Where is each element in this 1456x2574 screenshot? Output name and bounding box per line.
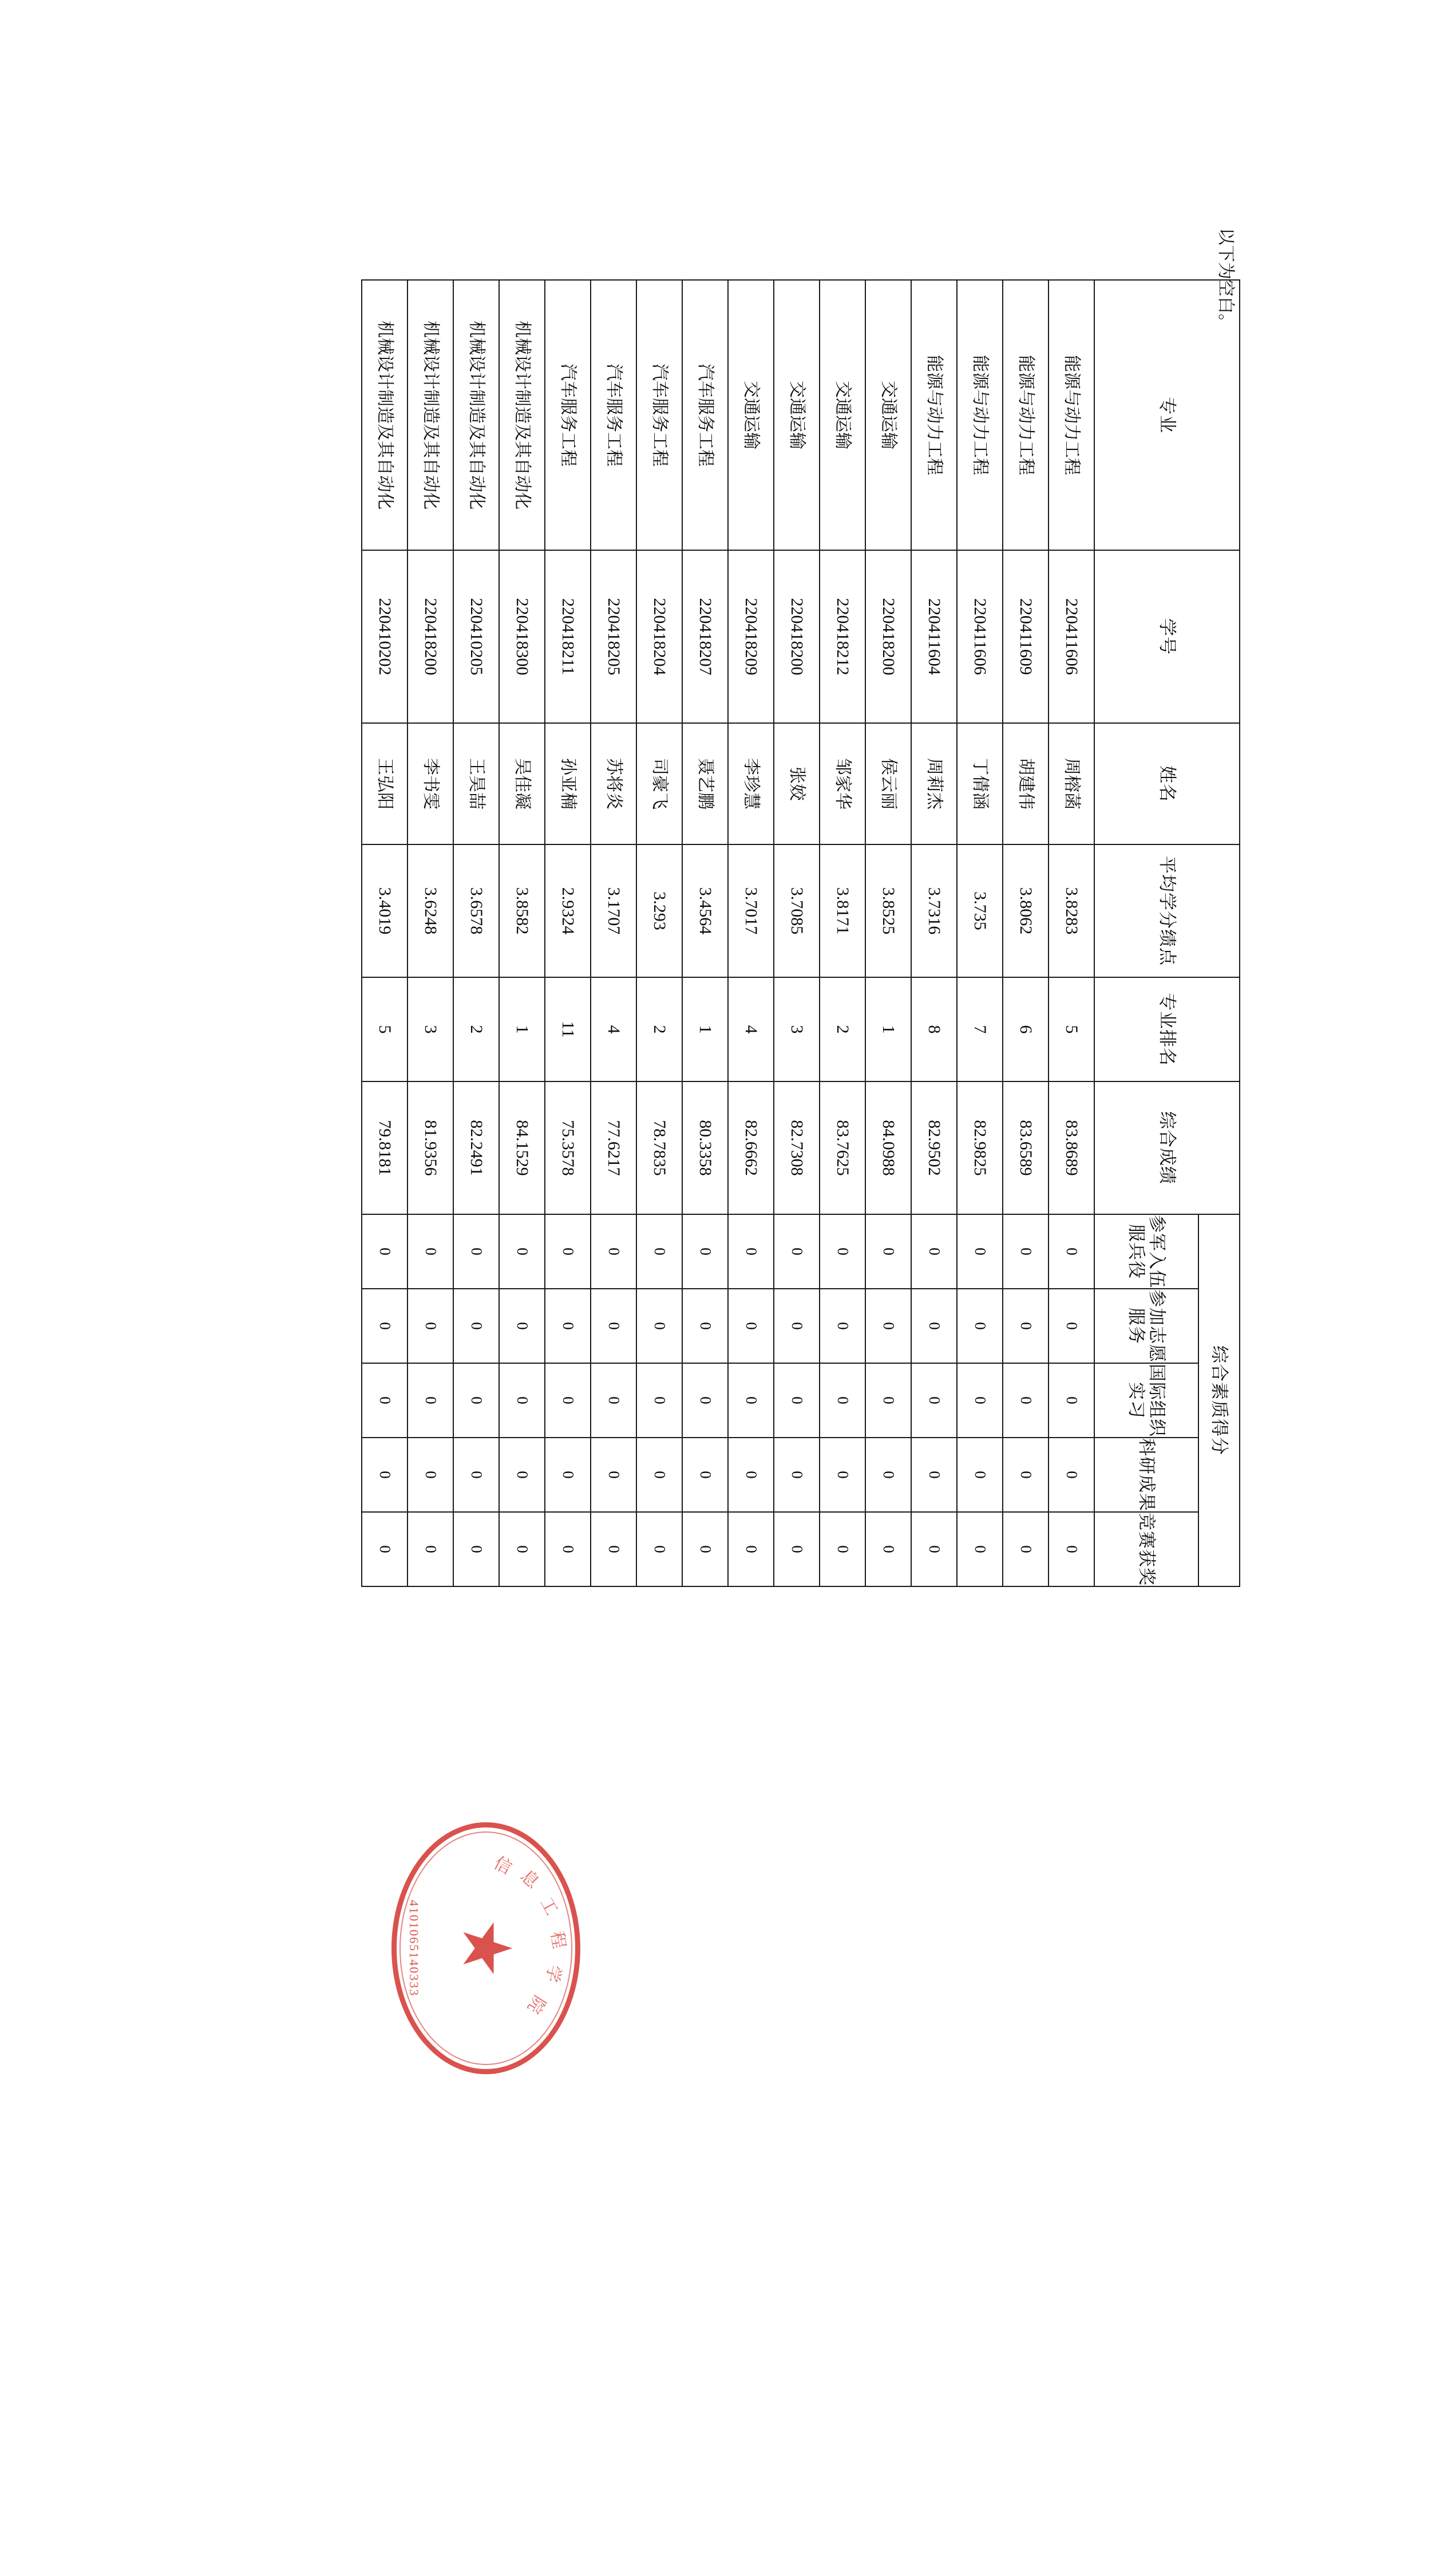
cell-sub-internship: 0 xyxy=(682,1363,728,1438)
cell-rank: 1 xyxy=(499,977,545,1081)
cell-name: 周榕菡 xyxy=(1049,723,1094,844)
table-row xyxy=(728,280,774,1586)
cell-total: 78.7835 xyxy=(636,1081,682,1214)
cell-total: 79.8181 xyxy=(362,1081,407,1214)
cell-sub-internship: 0 xyxy=(499,1363,545,1438)
cell-sub-research: 0 xyxy=(636,1438,682,1512)
cell-sub-military: 0 xyxy=(499,1214,545,1289)
header-major: 专业 xyxy=(1094,280,1240,550)
cell-student-id: 220418300 xyxy=(499,550,545,723)
header-name: 姓名 xyxy=(1094,723,1240,844)
cell-sub-volunteer: 0 xyxy=(957,1289,1003,1363)
cell-name: 孙亚楠 xyxy=(545,723,591,844)
cell-sub-volunteer: 0 xyxy=(911,1289,957,1363)
cell-sub-military: 0 xyxy=(728,1214,774,1289)
cell-sub-competition: 0 xyxy=(1003,1512,1049,1586)
cell-sub-volunteer: 0 xyxy=(865,1289,911,1363)
cell-sub-competition: 0 xyxy=(957,1512,1003,1586)
cell-sub-research: 0 xyxy=(545,1438,591,1512)
cell-rank: 4 xyxy=(591,977,636,1081)
cell-major: 交通运输 xyxy=(820,280,865,550)
cell-gpa: 3.6248 xyxy=(407,844,453,977)
cell-student-id: 220418200 xyxy=(865,550,911,723)
cell-sub-research: 0 xyxy=(407,1438,453,1512)
cell-name: 吴佳凝 xyxy=(499,723,545,844)
cell-gpa: 3.6578 xyxy=(453,844,499,977)
cell-major: 机械设计制造及其自动化 xyxy=(407,280,453,550)
cell-total: 82.6662 xyxy=(728,1081,774,1214)
cell-sub-internship: 0 xyxy=(591,1363,636,1438)
cell-sub-volunteer: 0 xyxy=(499,1289,545,1363)
cell-sub-competition: 0 xyxy=(407,1512,453,1586)
cell-rank: 2 xyxy=(453,977,499,1081)
cell-sub-internship: 0 xyxy=(636,1363,682,1438)
table-row xyxy=(774,280,820,1586)
cell-sub-volunteer: 0 xyxy=(636,1289,682,1363)
header-sub-competition: 竞赛获奖 xyxy=(1094,1512,1198,1586)
seal-inner-ring xyxy=(399,1831,572,2065)
cell-sub-military: 0 xyxy=(545,1214,591,1289)
cell-name: 聂艺鹏 xyxy=(682,723,728,844)
cell-sub-research: 0 xyxy=(957,1438,1003,1512)
cell-sub-competition: 0 xyxy=(728,1512,774,1586)
cell-sub-internship: 0 xyxy=(1003,1363,1049,1438)
table-row xyxy=(820,280,865,1586)
cell-student-id: 220418212 xyxy=(820,550,865,723)
cell-sub-competition: 0 xyxy=(453,1512,499,1586)
cell-sub-internship: 0 xyxy=(362,1363,407,1438)
header-gpa: 平均学分绩点 xyxy=(1094,844,1240,977)
cell-major: 能源与动力工程 xyxy=(1049,280,1094,550)
cell-major: 汽车服务工程 xyxy=(636,280,682,550)
cell-sub-volunteer: 0 xyxy=(1049,1289,1094,1363)
table-row xyxy=(957,280,1003,1586)
star-icon: ★ xyxy=(449,1918,524,1979)
cell-gpa: 3.735 xyxy=(957,844,1003,977)
cell-sub-research: 0 xyxy=(682,1438,728,1512)
cell-major: 机械设计制造及其自动化 xyxy=(362,280,407,550)
cell-sub-internship: 0 xyxy=(911,1363,957,1438)
cell-total: 84.1529 xyxy=(499,1081,545,1214)
table-row xyxy=(1049,280,1094,1586)
cell-sub-military: 0 xyxy=(911,1214,957,1289)
cell-gpa: 3.8582 xyxy=(499,844,545,977)
cell-sub-volunteer: 0 xyxy=(545,1289,591,1363)
cell-rank: 2 xyxy=(636,977,682,1081)
cell-sub-research: 0 xyxy=(911,1438,957,1512)
cell-sub-research: 0 xyxy=(499,1438,545,1512)
cell-sub-research: 0 xyxy=(820,1438,865,1512)
cell-gpa: 3.8171 xyxy=(820,844,865,977)
cell-student-id: 220411606 xyxy=(1049,550,1094,723)
header-quality-group: 综合素质得分 xyxy=(1198,1214,1240,1586)
cell-total: 83.6589 xyxy=(1003,1081,1049,1214)
cell-sub-volunteer: 0 xyxy=(453,1289,499,1363)
cell-student-id: 220411606 xyxy=(957,550,1003,723)
cell-sub-competition: 0 xyxy=(636,1512,682,1586)
cell-name: 丁倩涵 xyxy=(957,723,1003,844)
cell-gpa: 3.4019 xyxy=(362,844,407,977)
cell-major: 能源与动力工程 xyxy=(911,280,957,550)
cell-sub-internship: 0 xyxy=(865,1363,911,1438)
cell-sub-internship: 0 xyxy=(1049,1363,1094,1438)
cell-total: 83.7625 xyxy=(820,1081,865,1214)
cell-gpa: 3.7017 xyxy=(728,844,774,977)
cell-sub-competition: 0 xyxy=(499,1512,545,1586)
cell-sub-internship: 0 xyxy=(407,1363,453,1438)
cell-student-id: 220410205 xyxy=(453,550,499,723)
cell-sub-military: 0 xyxy=(1003,1214,1049,1289)
cell-name: 侯云丽 xyxy=(865,723,911,844)
header-sub-international-internship: 国际组织实习 xyxy=(1094,1363,1198,1438)
cell-name: 张姣 xyxy=(774,723,820,844)
seal-outer-ring xyxy=(391,1822,580,2074)
cell-rank: 7 xyxy=(957,977,1003,1081)
cell-sub-volunteer: 0 xyxy=(820,1289,865,1363)
cell-sub-competition: 0 xyxy=(911,1512,957,1586)
table-row xyxy=(453,280,499,1586)
table-row xyxy=(682,280,728,1586)
footer-note: 以下为空白。 xyxy=(1216,228,1235,331)
table-row xyxy=(545,280,591,1586)
cell-name: 王昊喆 xyxy=(453,723,499,844)
cell-rank: 4 xyxy=(728,977,774,1081)
cell-sub-military: 0 xyxy=(407,1214,453,1289)
header-total-score: 综合成绩 xyxy=(1094,1081,1240,1214)
cell-gpa: 3.8283 xyxy=(1049,844,1094,977)
cell-gpa: 3.4564 xyxy=(682,844,728,977)
cell-total: 83.8689 xyxy=(1049,1081,1094,1214)
cell-student-id: 220411609 xyxy=(1003,550,1049,723)
cell-sub-research: 0 xyxy=(591,1438,636,1512)
cell-total: 77.6217 xyxy=(591,1081,636,1214)
cell-major: 交通运输 xyxy=(865,280,911,550)
cell-total: 82.9825 xyxy=(957,1081,1003,1214)
cell-name: 李书雯 xyxy=(407,723,453,844)
cell-sub-volunteer: 0 xyxy=(682,1289,728,1363)
cell-rank: 1 xyxy=(682,977,728,1081)
cell-sub-volunteer: 0 xyxy=(407,1289,453,1363)
header-student-id: 学号 xyxy=(1094,550,1240,723)
cell-sub-internship: 0 xyxy=(774,1363,820,1438)
cell-name: 苏将炎 xyxy=(591,723,636,844)
cell-name: 司豪飞 xyxy=(636,723,682,844)
table-row xyxy=(362,280,407,1586)
header-sub-military: 参军入伍服兵役 xyxy=(1094,1214,1198,1289)
cell-student-id: 220411604 xyxy=(911,550,957,723)
table-header-row-1 xyxy=(1198,280,1240,1586)
cell-name: 王弘阳 xyxy=(362,723,407,844)
cell-sub-research: 0 xyxy=(865,1438,911,1512)
table-row xyxy=(407,280,453,1586)
document-sheet xyxy=(98,142,1358,2432)
cell-major: 能源与动力工程 xyxy=(1003,280,1049,550)
cell-name: 李珍慧 xyxy=(728,723,774,844)
seal-bottom-code: 4101065140333 xyxy=(407,1900,421,1997)
header-sub-volunteer: 参加志愿服务 xyxy=(1094,1289,1198,1363)
cell-gpa: 3.7085 xyxy=(774,844,820,977)
cell-name: 周莉杰 xyxy=(911,723,957,844)
cell-rank: 5 xyxy=(1049,977,1094,1081)
cell-sub-internship: 0 xyxy=(453,1363,499,1438)
cell-sub-research: 0 xyxy=(453,1438,499,1512)
cell-student-id: 220418205 xyxy=(591,550,636,723)
table-row xyxy=(591,280,636,1586)
cell-sub-military: 0 xyxy=(591,1214,636,1289)
table-row xyxy=(1003,280,1049,1586)
cell-sub-volunteer: 0 xyxy=(774,1289,820,1363)
cell-major: 交通运输 xyxy=(774,280,820,550)
cell-rank: 3 xyxy=(774,977,820,1081)
cell-sub-competition: 0 xyxy=(774,1512,820,1586)
cell-major: 机械设计制造及其自动化 xyxy=(453,280,499,550)
cell-gpa: 3.7316 xyxy=(911,844,957,977)
cell-major: 能源与动力工程 xyxy=(957,280,1003,550)
cell-major: 汽车服务工程 xyxy=(545,280,591,550)
rotated-content-wrapper xyxy=(98,142,1358,2432)
cell-gpa: 2.9324 xyxy=(545,844,591,977)
cell-student-id: 220418209 xyxy=(728,550,774,723)
cell-major: 汽车服务工程 xyxy=(591,280,636,550)
header-sub-research: 科研成果 xyxy=(1094,1438,1198,1512)
cell-rank: 1 xyxy=(865,977,911,1081)
grade-table xyxy=(361,279,1240,1587)
seal-top-text: 信 息 工 程 学 院 xyxy=(490,1853,569,2017)
cell-total: 80.3358 xyxy=(682,1081,728,1214)
cell-major: 交通运输 xyxy=(728,280,774,550)
cell-total: 75.3578 xyxy=(545,1081,591,1214)
cell-sub-military: 0 xyxy=(362,1214,407,1289)
cell-sub-military: 0 xyxy=(774,1214,820,1289)
cell-rank: 3 xyxy=(407,977,453,1081)
cell-gpa: 3.8525 xyxy=(865,844,911,977)
table-row xyxy=(911,280,957,1586)
cell-sub-competition: 0 xyxy=(682,1512,728,1586)
cell-rank: 5 xyxy=(362,977,407,1081)
cell-sub-competition: 0 xyxy=(362,1512,407,1586)
cell-rank: 2 xyxy=(820,977,865,1081)
cell-sub-competition: 0 xyxy=(865,1512,911,1586)
cell-total: 82.9502 xyxy=(911,1081,957,1214)
cell-sub-internship: 0 xyxy=(728,1363,774,1438)
cell-sub-competition: 0 xyxy=(1049,1512,1094,1586)
cell-sub-research: 0 xyxy=(1003,1438,1049,1512)
cell-gpa: 3.8062 xyxy=(1003,844,1049,977)
table-row xyxy=(636,280,682,1586)
cell-gpa: 3.1707 xyxy=(591,844,636,977)
header-major-rank: 专业排名 xyxy=(1094,977,1240,1081)
cell-student-id: 220418204 xyxy=(636,550,682,723)
cell-sub-internship: 0 xyxy=(957,1363,1003,1438)
cell-major: 汽车服务工程 xyxy=(682,280,728,550)
cell-sub-military: 0 xyxy=(957,1214,1003,1289)
cell-student-id: 220418211 xyxy=(545,550,591,723)
cell-sub-volunteer: 0 xyxy=(728,1289,774,1363)
cell-sub-military: 0 xyxy=(453,1214,499,1289)
cell-total: 81.9356 xyxy=(407,1081,453,1214)
cell-sub-research: 0 xyxy=(774,1438,820,1512)
cell-sub-research: 0 xyxy=(362,1438,407,1512)
table-body xyxy=(362,280,1094,1586)
cell-total: 82.2491 xyxy=(453,1081,499,1214)
table-row xyxy=(499,280,545,1586)
official-seal-stamp xyxy=(391,1822,580,2074)
cell-rank: 8 xyxy=(911,977,957,1081)
cell-sub-research: 0 xyxy=(1049,1438,1094,1512)
cell-name: 邹家华 xyxy=(820,723,865,844)
cell-sub-military: 0 xyxy=(636,1214,682,1289)
cell-sub-competition: 0 xyxy=(820,1512,865,1586)
cell-student-id: 220410202 xyxy=(362,550,407,723)
cell-sub-research: 0 xyxy=(728,1438,774,1512)
cell-sub-volunteer: 0 xyxy=(362,1289,407,1363)
cell-major: 机械设计制造及其自动化 xyxy=(499,280,545,550)
cell-gpa: 3.293 xyxy=(636,844,682,977)
cell-total: 82.7308 xyxy=(774,1081,820,1214)
cell-sub-internship: 0 xyxy=(820,1363,865,1438)
cell-sub-military: 0 xyxy=(820,1214,865,1289)
table-row xyxy=(865,280,911,1586)
cell-sub-internship: 0 xyxy=(545,1363,591,1438)
cell-sub-military: 0 xyxy=(682,1214,728,1289)
table-header xyxy=(1094,280,1240,1586)
cell-name: 胡建伟 xyxy=(1003,723,1049,844)
cell-student-id: 220418200 xyxy=(774,550,820,723)
cell-sub-competition: 0 xyxy=(591,1512,636,1586)
cell-sub-volunteer: 0 xyxy=(1003,1289,1049,1363)
cell-total: 84.0988 xyxy=(865,1081,911,1214)
cell-sub-competition: 0 xyxy=(545,1512,591,1586)
cell-sub-military: 0 xyxy=(865,1214,911,1289)
cell-student-id: 220418207 xyxy=(682,550,728,723)
cell-sub-military: 0 xyxy=(1049,1214,1094,1289)
cell-rank: 11 xyxy=(545,977,591,1081)
cell-rank: 6 xyxy=(1003,977,1049,1081)
cell-student-id: 220418200 xyxy=(407,550,453,723)
cell-sub-volunteer: 0 xyxy=(591,1289,636,1363)
